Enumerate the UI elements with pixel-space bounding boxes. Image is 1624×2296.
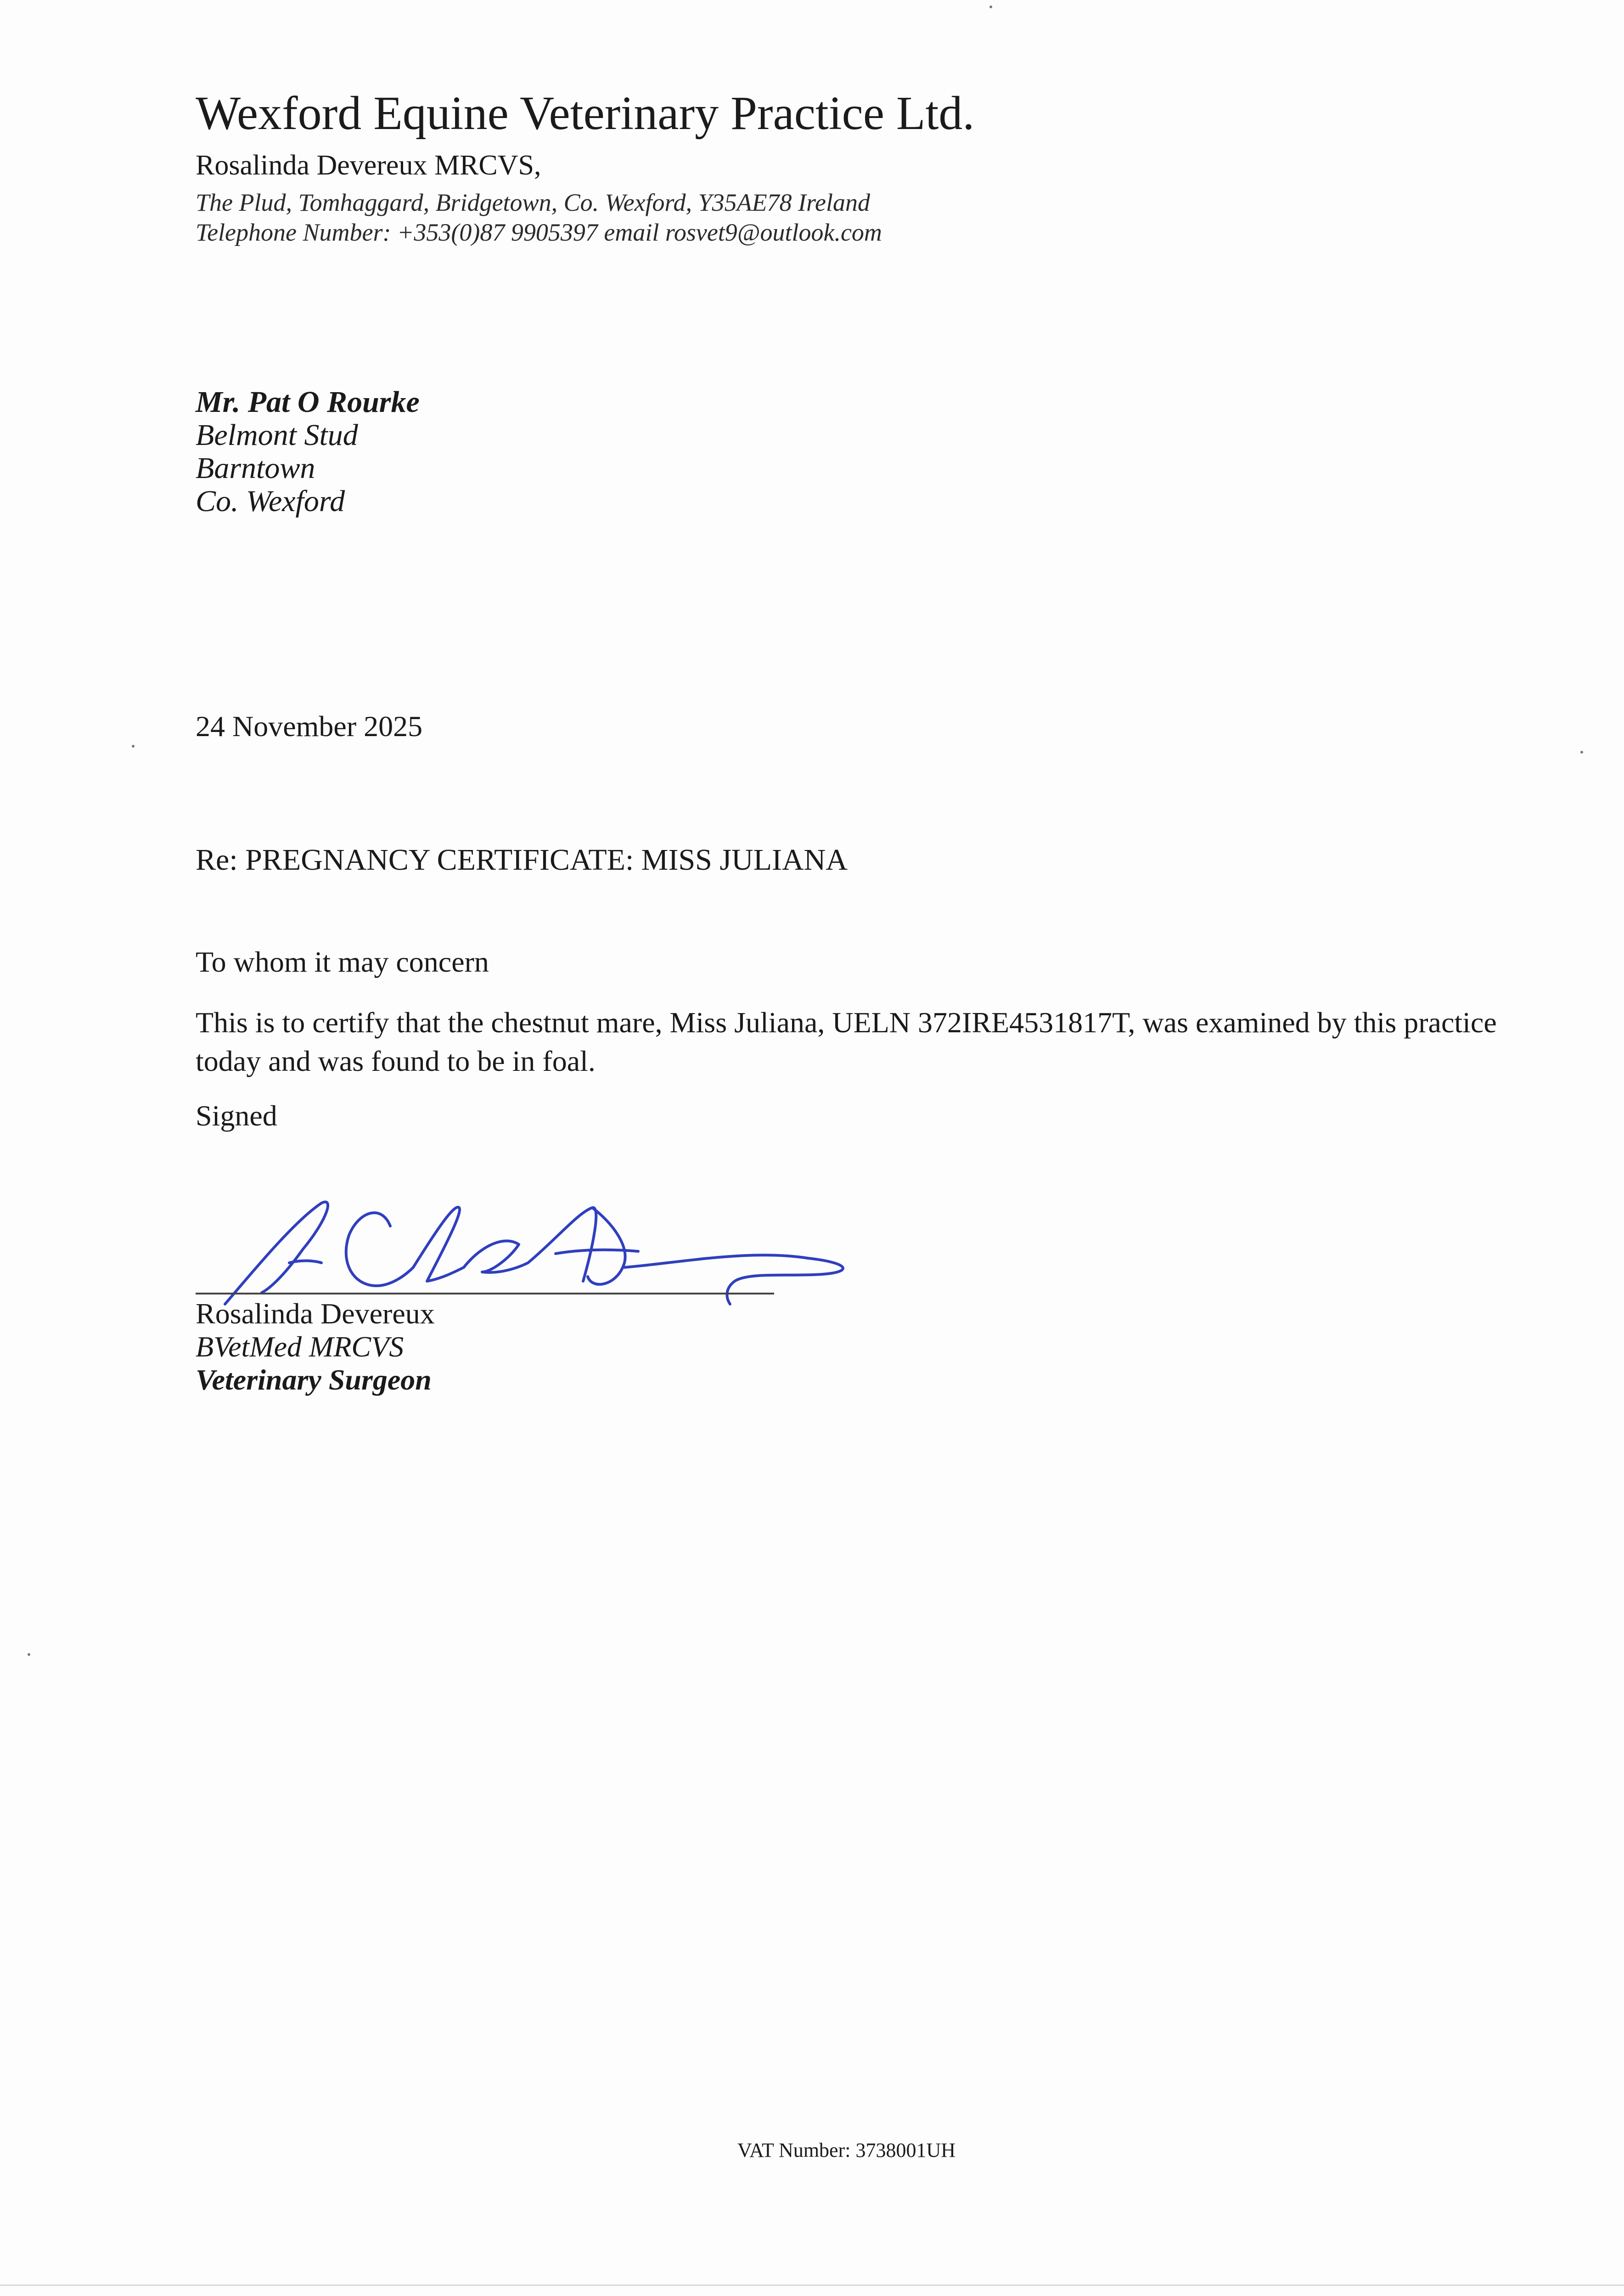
scan-speck	[989, 6, 992, 8]
signatory-name: Rosalinda Devereux	[196, 1297, 435, 1330]
letter-date: 24 November 2025	[196, 710, 423, 743]
scan-speck	[28, 1653, 30, 1656]
scan-speck	[132, 745, 135, 748]
scan-edge	[0, 2285, 1624, 2286]
signatory-title: Veterinary Surgeon	[196, 1363, 432, 1396]
letter-salutation: To whom it may concern	[196, 945, 489, 978]
recipient-line: Barntown	[196, 451, 315, 485]
recipient-line: Co. Wexford	[196, 484, 345, 518]
letter-subject: Re: PREGNANCY CERTIFICATE: MISS JULIANA	[196, 843, 848, 877]
signatory-qualifications: BVetMed MRCVS	[196, 1330, 404, 1363]
letterhead-vet-name: Rosalinda Devereux MRCVS,	[196, 150, 541, 181]
company-name: Wexford Equine Veterinary Practice Ltd.	[196, 87, 975, 140]
signed-label: Signed	[196, 1099, 277, 1132]
vat-number: VAT Number: 3738001UH	[737, 2139, 956, 2161]
letterhead-address: The Plud, Tomhaggard, Bridgetown, Co. Wexford, Y35AE78 Ireland	[196, 189, 871, 216]
scan-speck	[1580, 751, 1583, 754]
recipient-address-block	[196, 386, 420, 518]
letterhead-contact: Telephone Number: +353(0)87 9905397 email rosvet9@outlook.com	[196, 219, 882, 246]
signature-line	[196, 1293, 774, 1294]
recipient-name: Mr. Pat O Rourke	[196, 385, 420, 419]
recipient-line: Belmont Stud	[196, 418, 358, 452]
handwritten-signature	[197, 1194, 863, 1309]
letter-body: This is to certify that the chestnut mare, Miss Juliana, UELN 372IRE4531817T, was examined by this practice today and was found to be in foal.	[196, 1006, 1497, 1077]
